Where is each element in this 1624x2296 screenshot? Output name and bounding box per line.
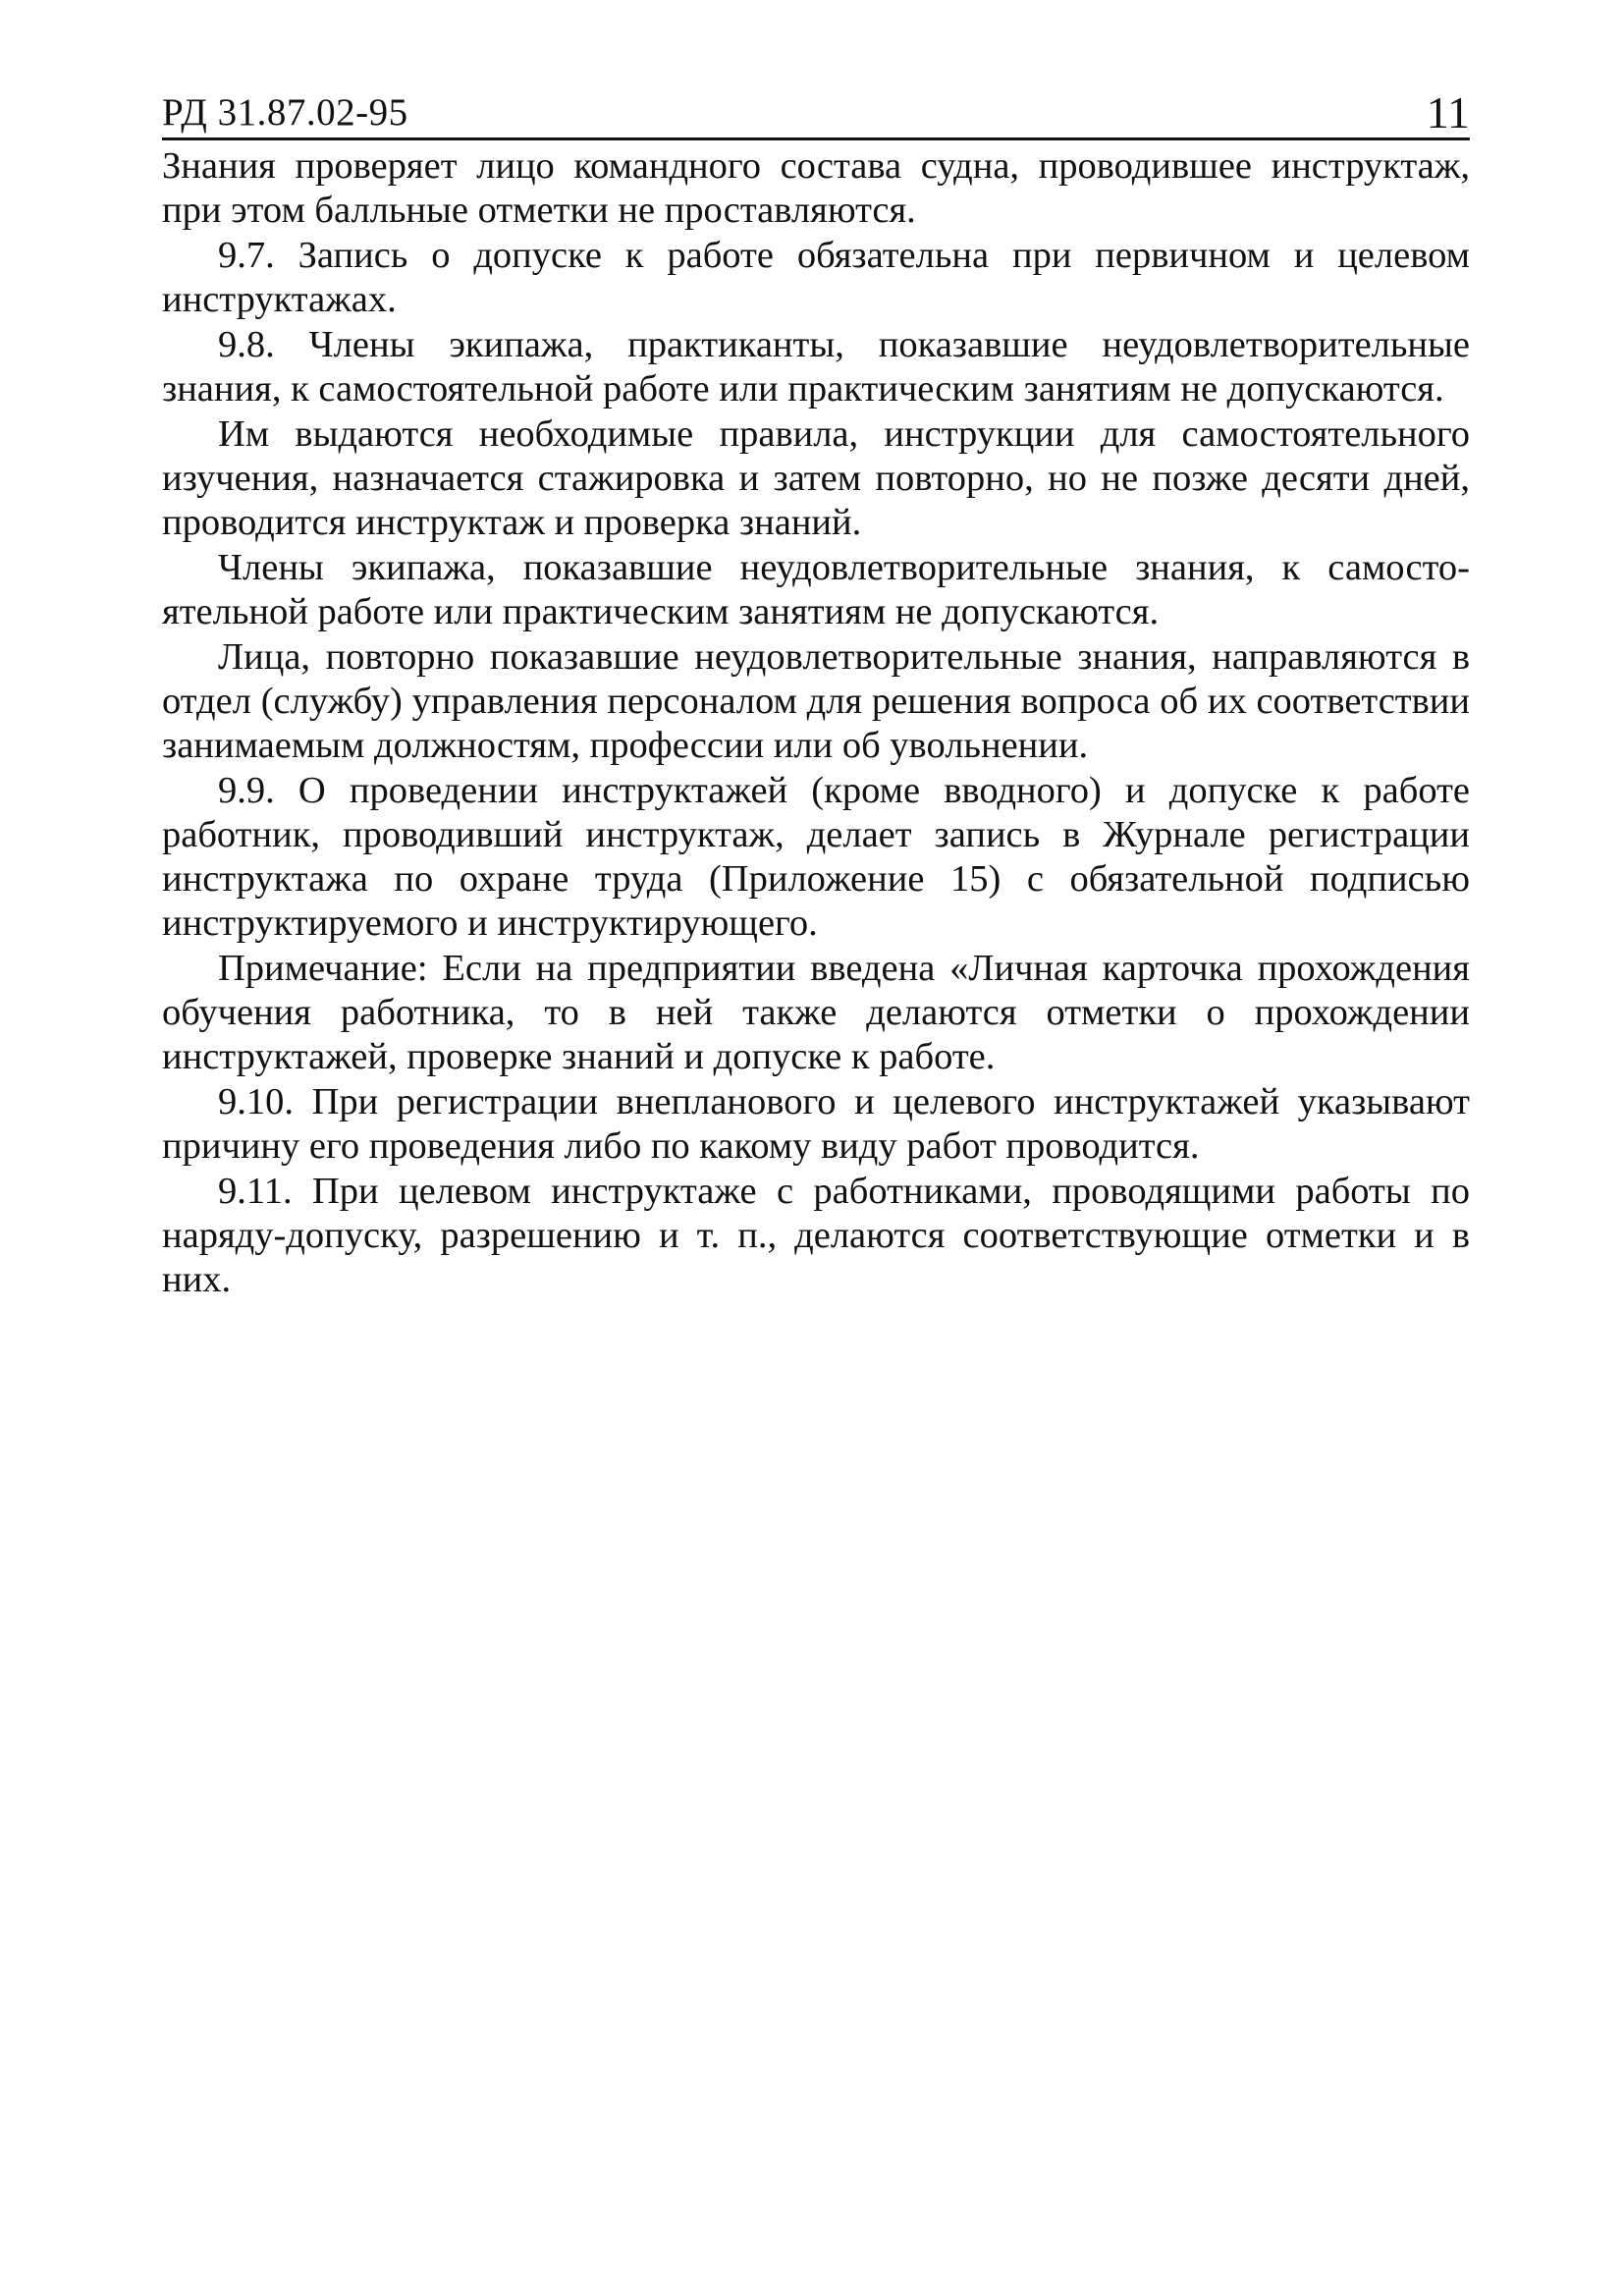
paragraph-note: Примечание: Если на предприятии введена «Личная карточка прохождения обучения работника, то в ней также делаются отметки о прохождении инструктажей, проверке знаний и допуске к работе. [162, 948, 1470, 1077]
paragraph-9-8: 9.8. Члены экипажа, практиканты, показавшие неудовлетворительные знания, к самостоятельной работе или практическим занятиям не допускаются. [162, 324, 1470, 410]
page-number: 11 [1426, 87, 1470, 137]
paragraph-repeat-failure: Лица, повторно показавшие неудовлетворительные знания, направляются в отдел (службу) управления персоналом для решения вопроса об их соответствии занимаемым должностям, профессии или об увольнении. [162, 636, 1470, 766]
paragraph-9-9: 9.9. О проведении инструктажей (кроме вводного) и допуске к работе работник, проводивший инструктаж, делает запись в Журнале регистрации инструктажа по охране труда (Приложение 15) с обязательной подписью инструктируемого и инструктирующего. [162, 770, 1470, 944]
paragraph-crew-not-admitted: Члены экипажа, показавшие неудовлетворительные знания, к самостоятельной работе или практическим занятиям не допускаются. [162, 547, 1470, 632]
paragraph-study-materials: Им выдаются необходимые правила, инструкции для самостоятельного изучения, назначается стажировка и затем повторно, но не позже десяти дней, проводится инструктаж и проверка знаний. [162, 413, 1470, 543]
running-header [162, 77, 1470, 140]
paragraph-9-11: 9.11. При целевом инструктаже с работниками, проводящими работы по наряду-допуску, разрешению и т. п., делаются соответствующие отметки и в них. [162, 1171, 1470, 1300]
paragraph-continuation: Знания проверяет лицо командного состава судна, проводившее инструктаж, при этом балльные отметки не проставляются. [162, 145, 1470, 231]
paragraph-9-7: 9.7. Запись о допуске к работе обязательна при первичном и целевом инструктажах. [162, 235, 1470, 320]
paragraph-9-10: 9.10. При регистрации внепланового и целевого инструктажей указывают причину его проведения либо по какому виду работ проводится. [162, 1081, 1470, 1167]
document-page [162, 77, 1470, 1303]
document-code: РД 31.87.02-95 [162, 91, 408, 134]
body-text [162, 144, 1470, 1302]
